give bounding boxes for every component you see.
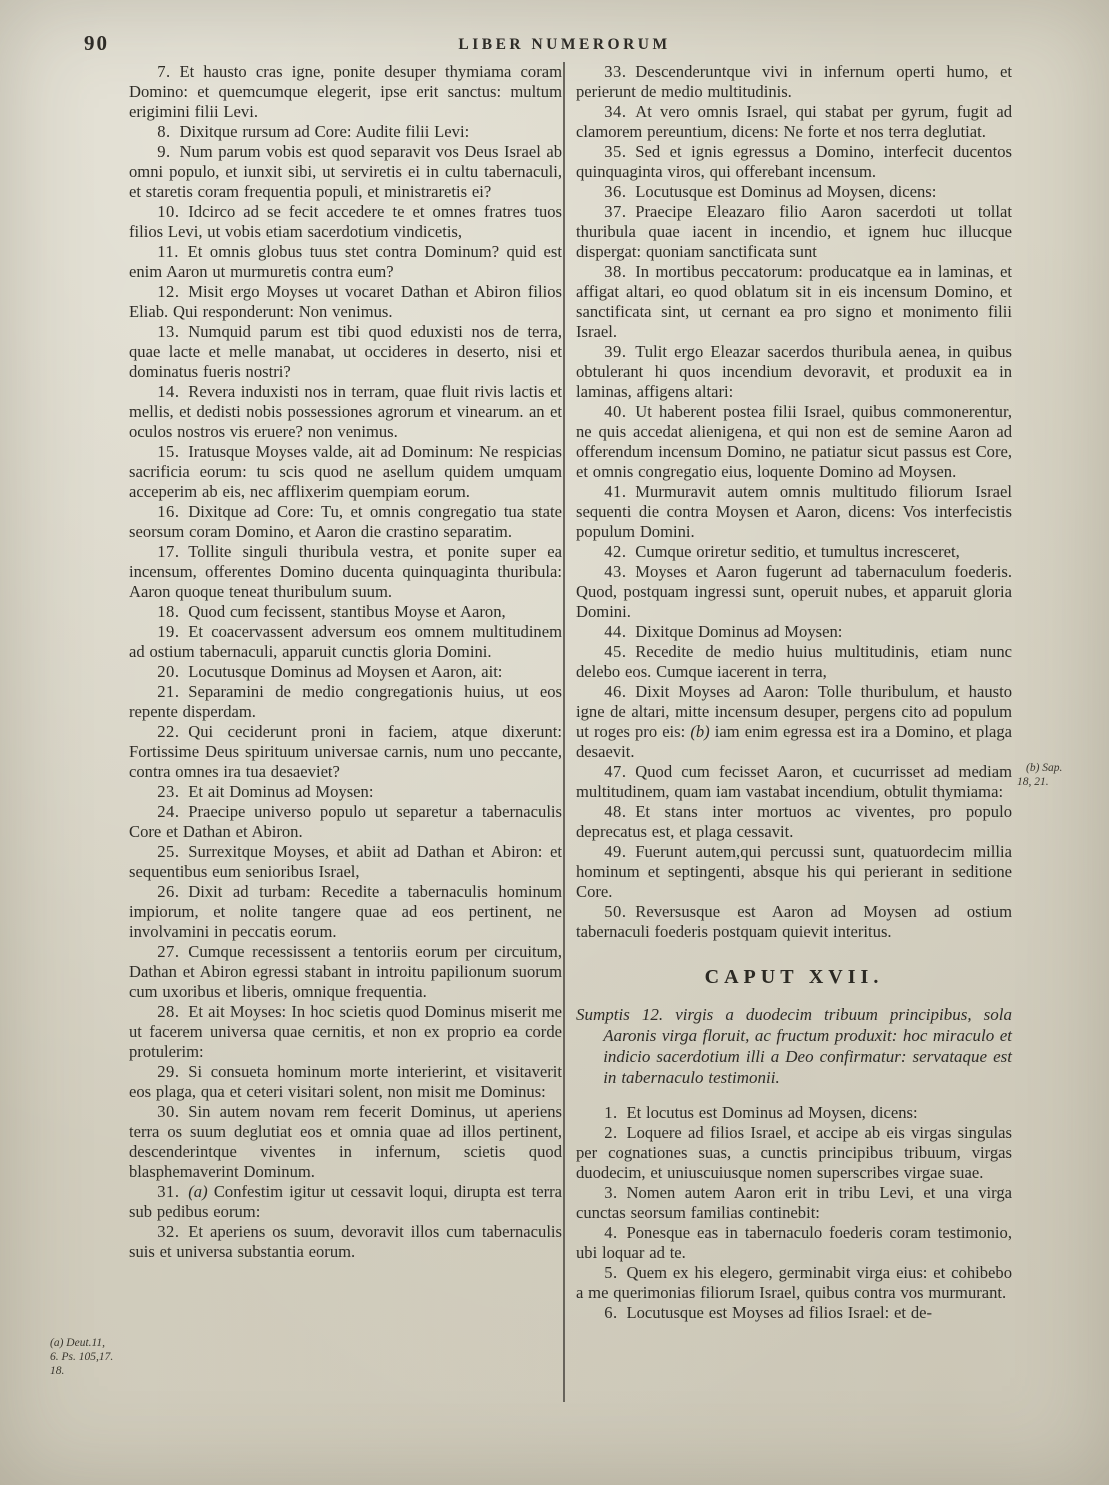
verse: 12. Misit ergo Moyses ut vocaret Dathan et Abiron filios Eliab. Qui responderunt: Non venimus. bbox=[129, 282, 562, 321]
verse-number: 43. bbox=[604, 562, 636, 581]
verse-number: 12. bbox=[157, 282, 189, 301]
verse-number: 37. bbox=[604, 202, 636, 221]
verse: 44. Dixitque Dominus ad Moysen: bbox=[604, 622, 843, 641]
left-column bbox=[129, 62, 562, 1262]
verse: 23. Et ait Dominus ad Moysen: bbox=[157, 782, 374, 801]
running-title: LIBER NUMERORUM bbox=[458, 36, 671, 53]
verse: 39. Tulit ergo Eleazar sacerdos thuribula aenea, in quibus obtulerant hi quos incendium devoravit, et produxit ea in laminas, affigens altari: bbox=[576, 342, 1012, 401]
verse: 46. Dixit Moyses ad Aaron: Tolle thuribulum, et hausto igne de altari, mitte incensum desuper, pergens cito ad populum ut roges pro eis: (b) iam enim egressa est ira a Domino, et plaga desaevit. bbox=[576, 682, 1012, 761]
verse-number: 23. bbox=[157, 782, 189, 801]
verse: 47. Quod cum fecisset Aaron, et cucurrisset ad mediam multitudinem, quam iam vastabat incendium, obtulit thymiama: bbox=[576, 762, 1012, 801]
verse: 13. Numquid parum est tibi quod eduxisti nos de terra, quae lacte et melle manabat, ut occideres in deserto, nisi et dominatus fueris nostri? bbox=[129, 322, 562, 381]
right-column bbox=[576, 62, 1012, 1323]
verse: 32. Et aperiens os suum, devoravit illos cum tabernaculis suis et universa substantia eorum. bbox=[129, 1222, 562, 1261]
verse-number: 32. bbox=[157, 1222, 189, 1241]
verse-number: 10. bbox=[157, 202, 189, 221]
margin-note-line: 18, 21. bbox=[1017, 776, 1049, 788]
verse: 27. Cumque recessissent a tentoriis eorum per circuitum, Dathan et Abiron egressi stabant in introitu papilionum suorum cum uxoribus et liberis, omnique frequentia. bbox=[129, 942, 562, 1001]
chapter-heading: CAPUT XVII. bbox=[704, 966, 884, 988]
verse: 41. Murmuravit autem omnis multitudo filiorum Israel sequenti die contra Moysen et Aaron, dicens: Vos interfecistis populum Domini. bbox=[576, 482, 1012, 541]
verse: 36. Locutusque est Dominus ad Moysen, dicens: bbox=[604, 182, 937, 201]
verse: 4. Ponesque eas in tabernaculo foederis coram testimonio, ubi loquar ad te. bbox=[576, 1223, 1012, 1262]
verse-number: 29. bbox=[157, 1062, 189, 1081]
cross-reference-mark: (b) bbox=[690, 722, 710, 741]
margin-note-right bbox=[1017, 761, 1105, 789]
verse-number: 9. bbox=[157, 142, 180, 161]
verse-number: 34. bbox=[604, 102, 636, 121]
verse: 3. Nomen autem Aaron erit in tribu Levi, et una virga cunctas seorsum familias continebit: bbox=[576, 1183, 1012, 1222]
verse: 11. Et omnis globus tuus stet contra Dominum? quid est enim Aaron ut murmuretis contra eum? bbox=[129, 242, 562, 281]
verse-number: 4. bbox=[604, 1223, 627, 1242]
verse: 16. Dixitque ad Core: Tu, et omnis congregatio tua state seorsum coram Domino, et Aaron die crastino separatim. bbox=[129, 502, 562, 541]
verse: 49. Fuerunt autem,qui percussi sunt, quatuordecim millia hominum et septingenti, absque his qui perierant in seditione Core. bbox=[576, 842, 1012, 901]
verse-number: 33. bbox=[604, 62, 636, 81]
verse-number: 45. bbox=[604, 642, 636, 661]
verse: 6. Locutusque est Moyses ad filios Israel: et de- bbox=[604, 1303, 933, 1322]
verse-number: 1. bbox=[604, 1103, 627, 1122]
verse: 43. Moyses et Aaron fugerunt ad tabernaculum foederis. Quod, postquam ingressi sunt, operuit nubes, et apparuit gloria Domini. bbox=[576, 562, 1012, 621]
verse: 17. Tollite singuli thuribula vestra, et ponite super ea incensum, offerentes Domino ducenta quinquaginta thuribula: Aaron quoque teneat thuribulum suum. bbox=[129, 542, 562, 601]
margin-note-line: 6. Ps. 105,17. bbox=[50, 1351, 114, 1363]
verse-number: 40. bbox=[604, 402, 636, 421]
verse: 48. Et stans inter mortuos ac viventes, pro populo deprecatus est, et plaga cessavit. bbox=[576, 802, 1012, 841]
verse: 14. Revera induxisti nos in terram, quae fluit rivis lactis et mellis, et dedisti nobis possessiones agrorum et vinearum. an et oculos nostros vis eruere? non venimus. bbox=[129, 382, 562, 441]
verse-number: 18. bbox=[157, 602, 189, 621]
verse: 29. Si consueta hominum morte interierint, et visitaverit eos plaga, qua et ceteri visitari solent, non misit me Dominus: bbox=[129, 1062, 562, 1101]
verse: 18. Quod cum fecissent, stantibus Moyse et Aaron, bbox=[157, 602, 506, 621]
verse-number: 3. bbox=[604, 1183, 627, 1202]
verse-number: 27. bbox=[157, 942, 189, 961]
verse: 45. Recedite de medio huius multitudinis, etiam nunc delebo eos. Cumque iacerent in terra, bbox=[576, 642, 1012, 681]
chapter-summary: Sumptis 12. virgis a duodecim tribuum principibus, sola Aaronis virga floruit, ac fructum produxit: hoc miraculo et indicio sacerdotium illi a Deo confirmatur: servataque est in tabernaculo testimonii. bbox=[576, 1005, 1012, 1087]
verse-number: 36. bbox=[604, 182, 636, 201]
verse-number: 47. bbox=[604, 762, 636, 781]
margin-note-left bbox=[50, 1336, 130, 1378]
verse-number: 7. bbox=[157, 62, 180, 81]
margin-note-line: (b) Sap. bbox=[1026, 762, 1063, 774]
verse-number: 25. bbox=[157, 842, 189, 861]
verse: 2. Loquere ad filios Israel, et accipe ab eis virgas singulas per cognationes suas, a cunctis principibus tribuum, virgas duodecim, et uniuscuiusque nomen superscribes virgae suae. bbox=[576, 1123, 1012, 1182]
verse: 35. Sed et ignis egressus a Domino, interfecit ducentos quinquaginta viros, qui offerebant incensum. bbox=[576, 142, 1012, 181]
verse-number: 13. bbox=[157, 322, 189, 341]
verse: 15. Iratusque Moyses valde, ait ad Dominum: Ne respicias sacrificia eorum: tu scis quod ne asellum quidem umquam acceperim ab eis, nec afflixerim quempiam eorum. bbox=[129, 442, 562, 501]
verse: 5. Quem ex his elegero, germinabit virga eius: et cohibebo a me querimonias filiorum Israel, quibus contra vos murmurant. bbox=[576, 1263, 1012, 1302]
verse-number: 6. bbox=[604, 1303, 627, 1322]
verse-number: 38. bbox=[604, 262, 636, 281]
verse-number: 24. bbox=[157, 802, 189, 821]
verse-number: 42. bbox=[604, 542, 636, 561]
column-divider bbox=[563, 62, 565, 1402]
verse: 28. Et ait Moyses: In hoc scietis quod Dominus miserit me ut facerem universa quae cernitis, et non ex proprio ea corde protulerim: bbox=[129, 1002, 562, 1061]
verse-number: 5. bbox=[604, 1263, 627, 1282]
verse-number: 11. bbox=[157, 242, 188, 261]
verse-number: 44. bbox=[604, 622, 636, 641]
verse: 24. Praecipe universo populo ut separetur a tabernaculis Core et Dathan et Abiron. bbox=[129, 802, 562, 841]
verse: 1. Et locutus est Dominus ad Moysen, dicens: bbox=[604, 1103, 918, 1122]
verse-number: 30. bbox=[157, 1102, 189, 1121]
verse-number: 31. bbox=[157, 1182, 189, 1201]
verse: 40. Ut haberent postea filii Israel, quibus commonerentur, ne quis accedat alienigena, et qui non est de semine Aaron ad offerendum incensum Domino, ne patiatur sicut passus est Core, et omnis congregatio eius, loquente Domino ad Moysen. bbox=[576, 402, 1012, 481]
verse: 19. Et coacervassent adversum eos omnem multitudinem ad ostium tabernaculi, apparuit cunctis gloria Domini. bbox=[129, 622, 562, 661]
verse: 7. Et hausto cras igne, ponite desuper thymiama coram Domino: et quemcumque elegerit, ipse erit sanctus: multum erigimini filii Levi. bbox=[129, 62, 562, 121]
verse-number: 49. bbox=[604, 842, 636, 861]
verse: 37. Praecipe Eleazaro filio Aaron sacerdoti ut tollat thuribula quae iacent in incendio, et ignem huc illucque dispergat: quoniam sanctificata sunt bbox=[576, 202, 1012, 261]
verse-number: 15. bbox=[157, 442, 189, 461]
verse: 42. Cumque oriretur seditio, et tumultus incresceret, bbox=[604, 542, 960, 561]
verse: 21. Separamini de medio congregationis huius, ut eos repente disperdam. bbox=[129, 682, 562, 721]
verse-number: 41. bbox=[604, 482, 636, 501]
verse: 8. Dixitque rursum ad Core: Audite filii Levi: bbox=[157, 122, 470, 141]
verse-number: 48. bbox=[604, 802, 636, 821]
cross-reference-mark: (a) bbox=[188, 1182, 208, 1201]
verse-number: 2. bbox=[604, 1123, 627, 1142]
margin-note-line: 18. bbox=[50, 1365, 65, 1377]
verse: 22. Qui ceciderunt proni in faciem, atque dixerunt: Fortissime Deus spirituum universae carnis, num uno peccante, contra omnes ira tua desaeviet? bbox=[129, 722, 562, 781]
verse-number: 8. bbox=[157, 122, 180, 141]
verse-number: 35. bbox=[604, 142, 636, 161]
verse-number: 19. bbox=[157, 622, 189, 641]
verse: 30. Sin autem novam rem fecerit Dominus, ut aperiens terra os suum deglutiat eos et omnia quae ad illos pertinent, descenderintque viventes in infernum, scietis quod blasphemaverint Dominum. bbox=[129, 1102, 562, 1181]
chapter16-verses bbox=[576, 62, 1012, 942]
verse: 33. Descenderuntque vivi in infernum operti humo, et perierunt de medio multitudinis. bbox=[576, 62, 1012, 101]
verse-number: 39. bbox=[604, 342, 636, 361]
verse-number: 16. bbox=[157, 502, 189, 521]
chapter17-verses bbox=[576, 1103, 1012, 1323]
verse: 31. (a) Confestim igitur ut cessavit loqui, dirupta est terra sub pedibus eorum: bbox=[129, 1182, 562, 1221]
verse: 26. Dixit ad turbam: Recedite a tabernaculis hominum impiorum, et nolite tangere quae ad eos pertinent, ne involvamini in peccatis eorum. bbox=[129, 882, 562, 941]
verse-number: 14. bbox=[157, 382, 189, 401]
verse-number: 21. bbox=[157, 682, 189, 701]
verse: 25. Surrexitque Moyses, et abiit ad Dathan et Abiron: et sequentibus eum senioribus Israel, bbox=[129, 842, 562, 881]
verse: 34. At vero omnis Israel, qui stabat per gyrum, fugit ad clamorem pereuntium, dicens: Ne forte et nos terra deglutiat. bbox=[576, 102, 1012, 141]
verse-number: 22. bbox=[157, 722, 189, 741]
verse: 50. Reversusque est Aaron ad Moysen ad ostium tabernaculi foederis postquam quievit interitus. bbox=[576, 902, 1012, 941]
verse-number: 28. bbox=[157, 1002, 189, 1021]
verse-number: 46. bbox=[604, 682, 636, 701]
verse-number: 26. bbox=[157, 882, 189, 901]
verse-number: 17. bbox=[157, 542, 189, 561]
margin-note-line: (a) Deut.11, bbox=[50, 1337, 106, 1349]
verse: 38. In mortibus peccatorum: producatque ea in laminas, et affigat altari, eo quod oblatum sit in eis incensum Domino, et sanctificata sint, ut cernant ea pro signo et monimento filii Israel. bbox=[576, 262, 1012, 341]
page-number: 90 bbox=[84, 31, 109, 55]
verse: 20. Locutusque Dominus ad Moysen et Aaron, ait: bbox=[157, 662, 503, 681]
verse-number: 50. bbox=[604, 902, 636, 921]
verse: 10. Idcirco ad se fecit accedere te et omnes fratres tuos filios Levi, ut vobis etiam sacerdotium vindicetis, bbox=[129, 202, 562, 241]
verse: 9. Num parum vobis est quod separavit vos Deus Israel ab omni populo, et iunxit sibi, ut serviretis ei in cultu tabernaculi, et staretis coram frequentia populi, et ministraretis ei? bbox=[129, 142, 562, 201]
verse-number: 20. bbox=[157, 662, 189, 681]
